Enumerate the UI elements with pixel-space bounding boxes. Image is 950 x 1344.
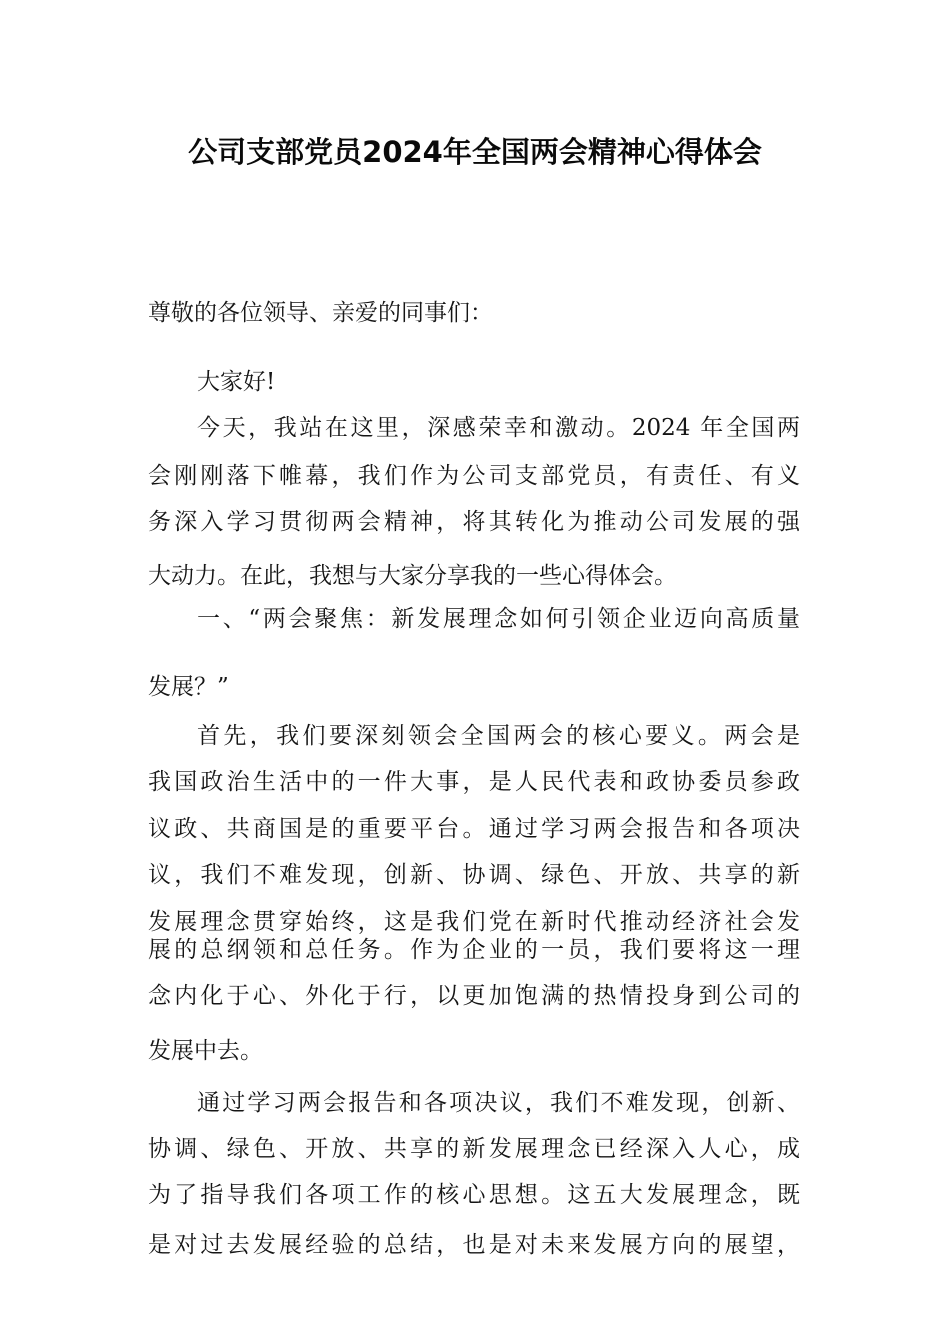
paragraph-line: 议政、共商国是的重要平台。通过学习两会报告和各项决 [148,816,800,842]
paragraph-line: 议，我们不难发现，创新、协调、绿色、开放、共享的新 [148,862,800,888]
paragraph-line: 协调、绿色、开放、共享的新发展理念已经深入人心，成 [148,1136,800,1162]
greeting-line: 大家好! [197,369,276,395]
paragraph-line: 通过学习两会报告和各项决议，我们不难发现，创新、 [197,1090,800,1116]
paragraph-line: 展的总纲领和总任务。作为企业的一员，我们要将这一理 [148,937,800,963]
paragraph-line: 今天，我站在这里，深感荣幸和激动。2024 年全国两 [197,415,800,441]
paragraph-line: 是对过去发展经验的总结，也是对未来发展方向的展望， [148,1232,800,1258]
paragraph-line: 首先，我们要深刻领会全国两会的核心要义。两会是 [197,723,800,749]
section-heading-line: 发展？” [148,674,229,700]
paragraph-line: 发展中去。 [148,1038,263,1064]
paragraph-line: 我国政治生活中的一件大事，是人民代表和政协委员参政 [148,769,800,795]
paragraph-line: 念内化于心、外化于行，以更加饱满的热情投身到公司的 [148,983,800,1009]
paragraph-line: 大动力。在此，我想与大家分享我的一些心得体会。 [148,563,677,589]
document-title: 公司支部党员2024年全国两会精神心得体会 [188,135,762,169]
salutation-line: 尊敬的各位领导、亲爱的同事们： [148,300,493,326]
paragraph-line: 为了指导我们各项工作的核心思想。这五大发展理念，既 [148,1182,800,1208]
paragraph-line: 会刚刚落下帷幕，我们作为公司支部党员，有责任、有义 [148,463,800,489]
paragraph-line: 务深入学习贯彻两会精神，将其转化为推动公司发展的强 [148,509,800,535]
paragraph-line: 发展理念贯穿始终，这是我们党在新时代推动经济社会发 [148,909,800,935]
section-heading-line: 一、“两会聚焦：新发展理念如何引领企业迈向高质量 [197,606,800,632]
